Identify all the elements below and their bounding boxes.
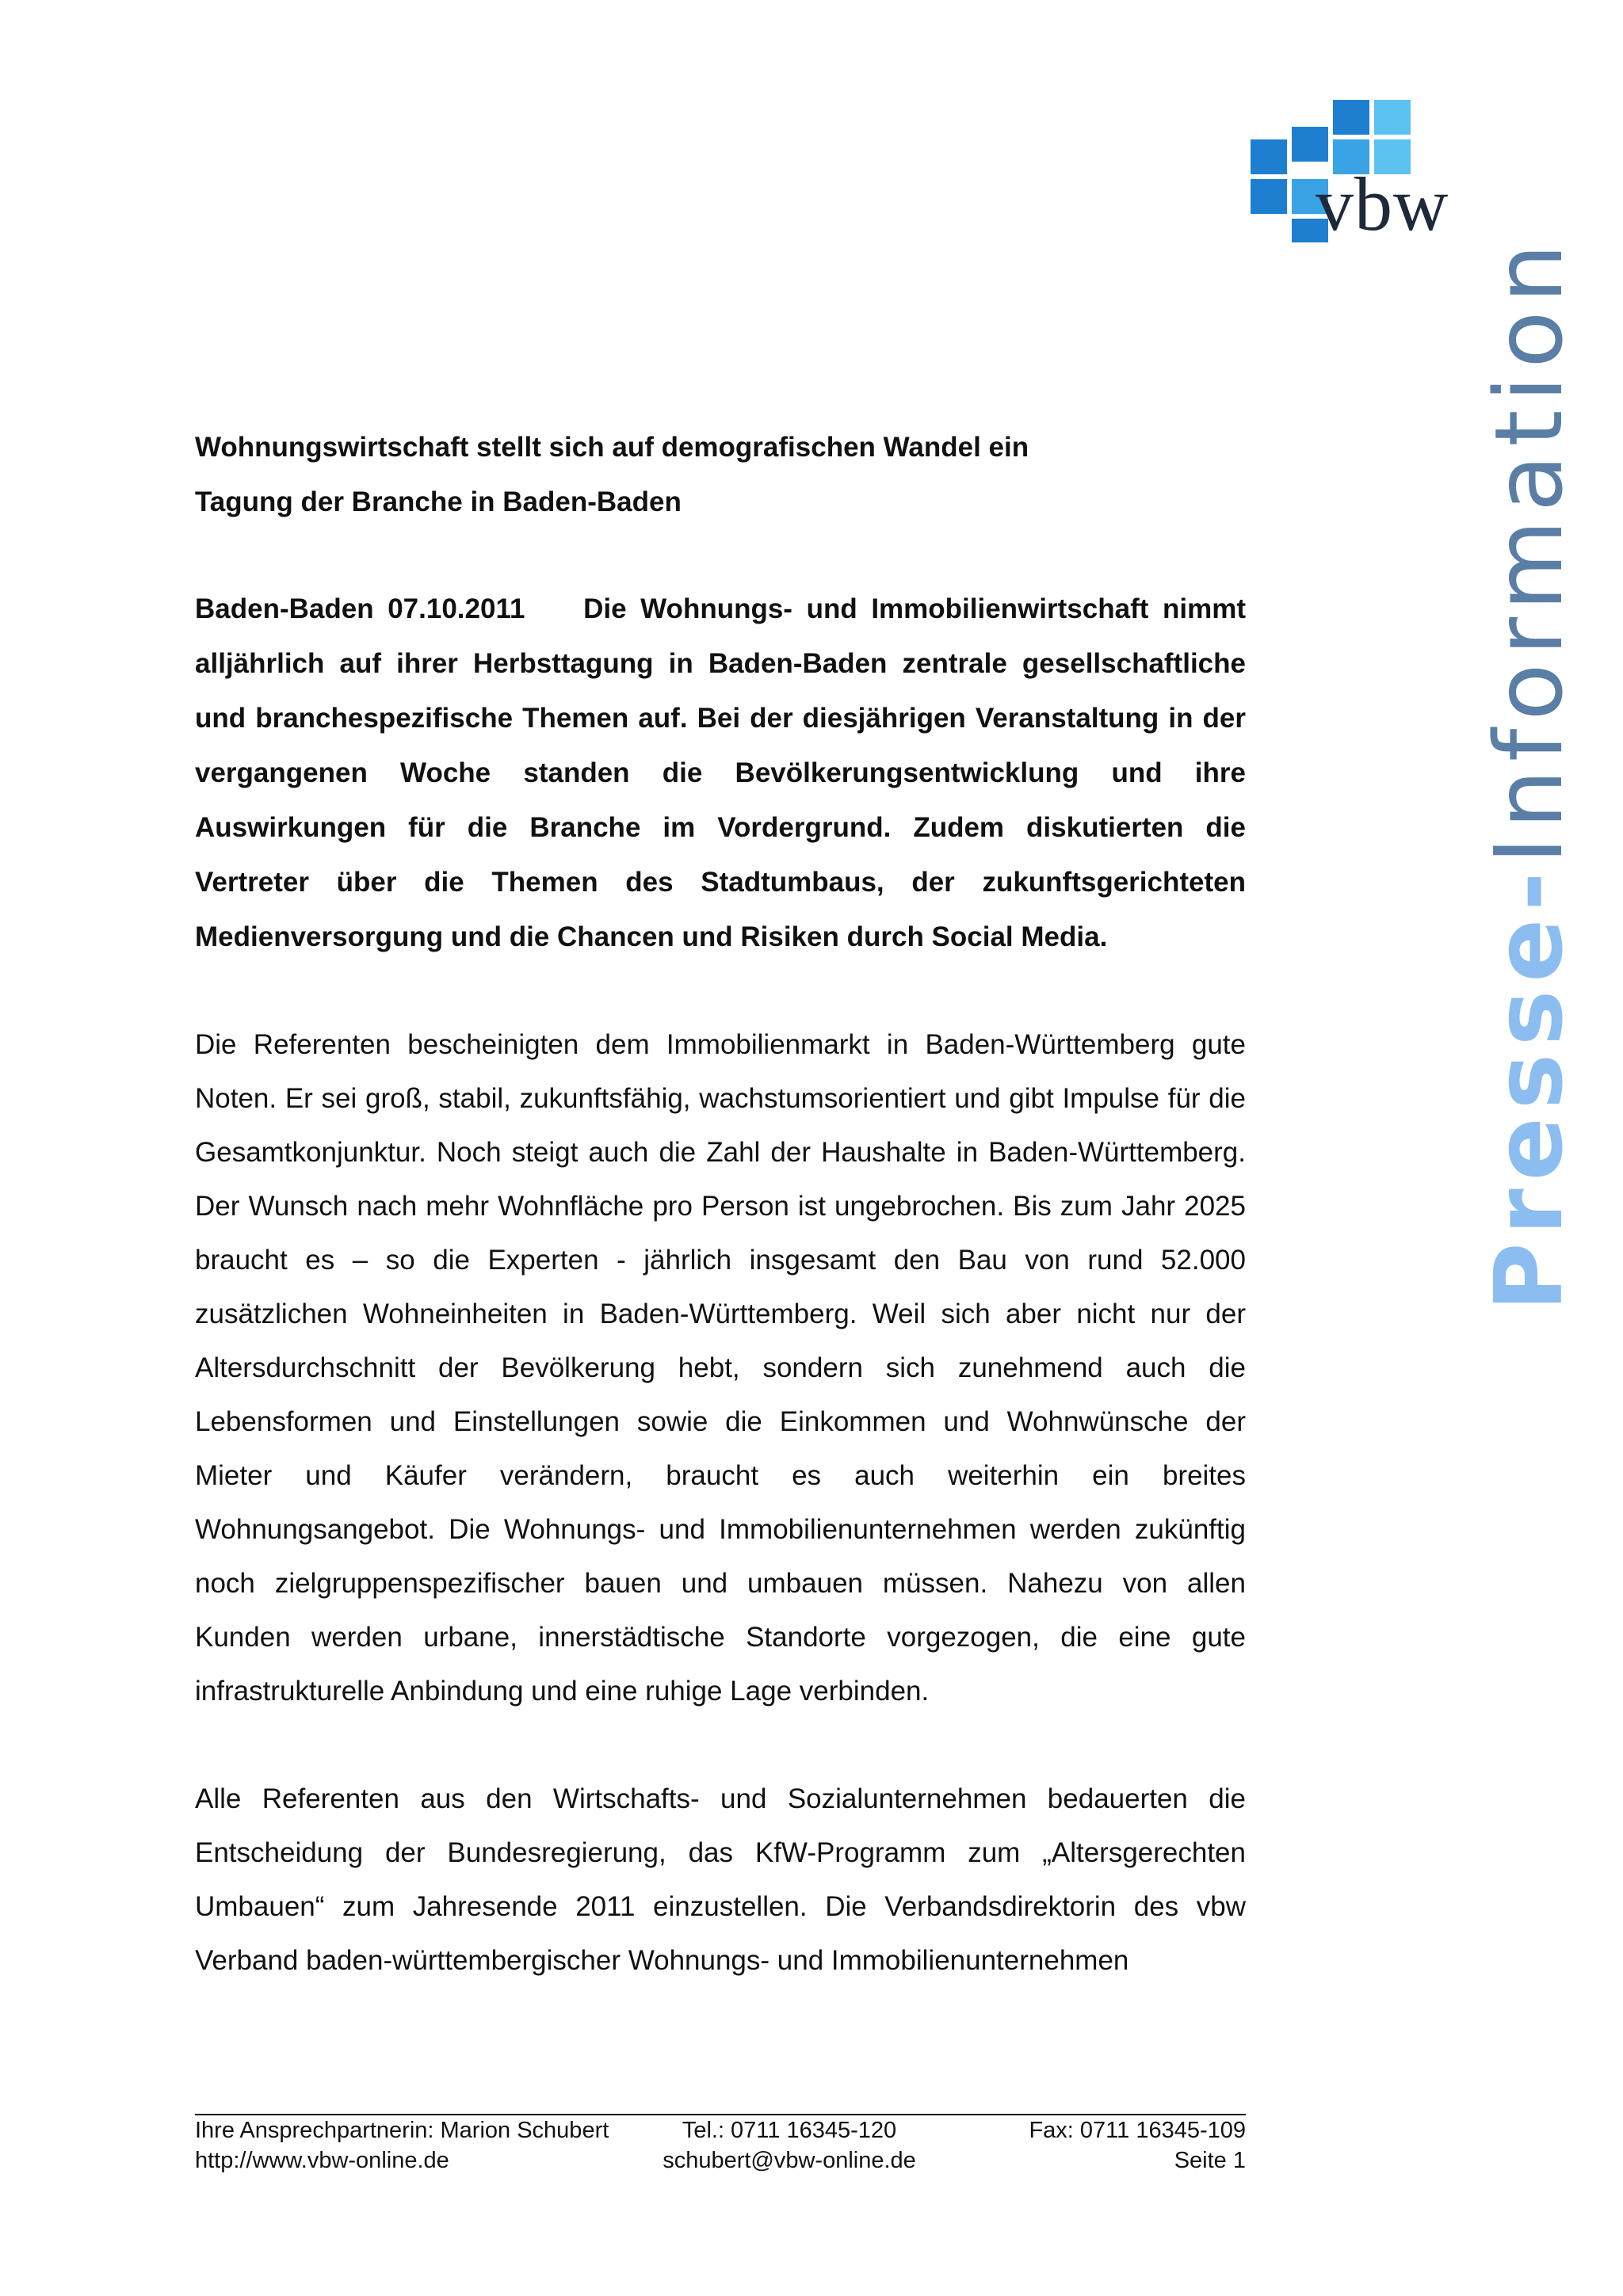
presse-information-label	[1474, 186, 1583, 1311]
body-paragraph: Die Referenten bescheinigten dem Immobilienmarkt in Baden-Württemberg gute Noten. Er sei groß, stabil, zukunftsfähig, wachstumsorientiert und gibt Impulse für die Gesamtkonjunktur. Noch steigt auch die Zahl der Haushalte in Baden-Württemberg. Der Wunsch nach mehr Wohnfläche pro Person ist ungebrochen. Bis zum Jahr 2025 braucht es – so die Experten - jährlich insgesamt den Bau von rund 52.000 zusätzlichen Wohneinheiten in Baden-Württemberg. Weil sich aber nicht nur der Altersdurchschnitt der Bevölkerung hebt, sondern sich zunehmend auch die Lebensformen und Einstellungen sowie die Einkommen und Wohnwünsche der Mieter und Käufer verändern, braucht es auch weiterhin ein breites Wohnungsangebot. Die Wohnungs- und Immobilienunternehmen werden zukünftig noch zielgruppenspezifischer bauen und umbauen müssen. Nahezu von allen Kunden werden urbane, innerstädtische Standorte vorgezogen, die eine gute infrastrukturelle Anbindung und eine ruhige Lage verbinden.	[195, 1029, 1246, 1707]
body-paragraph: Alle Referenten aus den Wirtschafts- und Sozialunternehmen bedauerten die Entscheidung der Bundesregierung, das KfW-Programm zum „Altersgerechten Umbauen“ zum Jahresende 2011 einzustellen. Die Verbandsdirektorin des vbw Verband baden-württembergischer Wohnungs- und Immobilienunternehmen	[195, 1783, 1246, 1976]
footer-row	[195, 2145, 1246, 2176]
logo-square	[1292, 127, 1328, 162]
logo-square	[1251, 139, 1287, 174]
logo-text: vbw	[1316, 162, 1449, 246]
footer-website[interactable]: http://www.vbw-online.de	[195, 2148, 449, 2173]
logo-square	[1251, 179, 1287, 214]
vbw-logo	[1246, 93, 1452, 244]
footer-page-number: Seite 1	[1174, 2148, 1246, 2173]
footer-email[interactable]: schubert@vbw-online.de	[663, 2148, 916, 2173]
logo-square	[1333, 100, 1369, 135]
document-body	[195, 420, 1246, 1988]
dateline: Baden-Baden 07.10.2011	[195, 593, 525, 624]
footer	[195, 2114, 1246, 2176]
lead-text: Die Wohnungs- und Immobilienwirtschaft nimmt alljährlich auf ihrer Herbsttagung in Baden-Baden zentrale gesellschaftliche und branchespezifische Themen auf. Bei der diesjährigen Veranstaltung in der vergangenen Woche standen die Bevölkerungsentwicklung und ihre Auswirkungen für die Branche im Vordergrund. Zudem diskutierten die Vertreter über die Themen des Stadtumbaus, der zukunftsgerichteten Medienversorgung und die Chancen und Risiken durch Social Media.	[195, 593, 1246, 952]
footer-contact: Ihre Ansprechpartnerin: Marion Schubert	[195, 2118, 609, 2143]
logo-square	[1374, 100, 1411, 135]
headline: Wohnungswirtschaft stellt sich auf demografischen Wandel ein	[195, 432, 1029, 463]
vertical-label-part2: Information	[1474, 235, 1583, 864]
vertical-label-part1: Presse-	[1474, 864, 1583, 1311]
footer-row	[195, 2115, 1246, 2145]
footer-phone: Tel.: 0711 16345-120	[682, 2118, 897, 2143]
lead-paragraph	[195, 582, 1246, 964]
subheadline: Tagung der Branche in Baden-Baden	[195, 486, 682, 517]
footer-fax: Fax: 0711 16345-109	[1029, 2118, 1246, 2143]
